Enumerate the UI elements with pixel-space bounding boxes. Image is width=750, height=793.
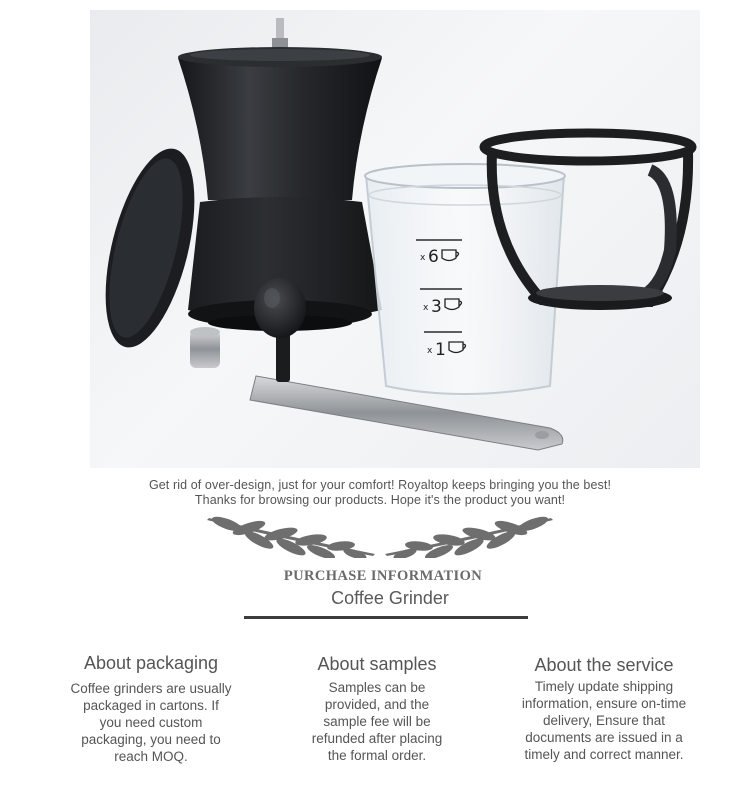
text-line: reach MOQ. [114,749,188,764]
info-packaging-title: About packaging [83,653,219,673]
cup-mark-6: 6 [428,247,439,267]
text-line: provided, and the [324,697,430,712]
divider [244,616,528,619]
text-line: packaged in cartons. If [83,698,219,713]
text-line: the formal order. [327,748,427,763]
text-line: timely and correct manner. [524,747,684,762]
cup-mark-prefix: x [427,346,433,356]
info-service [508,655,700,763]
text-line: packaging, you need to [81,732,221,747]
info-samples-title: About samples [317,654,437,674]
coffee-grinder-illustration [90,10,700,468]
text-line: you need custom [99,715,203,730]
text-line: Samples can be [328,680,426,695]
info-samples [298,654,456,764]
cup-mark-prefix: x [423,303,429,313]
laurel-ornament [205,512,555,558]
info-service-text [508,678,700,763]
grinder-nut [190,327,220,368]
text-line: Timely update shipping [534,679,674,694]
grinder-lid [90,140,212,356]
info-packaging-text [56,680,246,765]
text-line: information, ensure on-time [521,696,687,711]
tagline-line-2: Thanks for browsing our products. Hope it's the product you want! [194,493,566,507]
glass-cup [365,164,565,394]
info-service-title: About the service [534,655,674,675]
cup-mark-1: 1 [435,340,446,360]
cup-mark-prefix: x [420,253,426,263]
text-line: Coffee grinders are usually [70,681,232,696]
cup-mark-3: 3 [431,297,442,317]
info-samples-text [298,679,456,764]
section-title: PURCHASE INFORMATION [283,568,483,584]
text-line: refunded after placing [311,731,443,746]
tagline-line-1: Get rid of over-design, just for your comfort! Royaltop keeps bringing you the best! [148,478,612,492]
product-name: Coffee Grinder [331,588,449,608]
laurel-icon [205,512,555,558]
product-photo [90,10,700,468]
text-line: sample fee will be [323,714,431,729]
text-line: delivery, Ensure that [542,713,666,728]
info-packaging [56,653,246,765]
text-line: documents are issued in a [525,730,683,745]
